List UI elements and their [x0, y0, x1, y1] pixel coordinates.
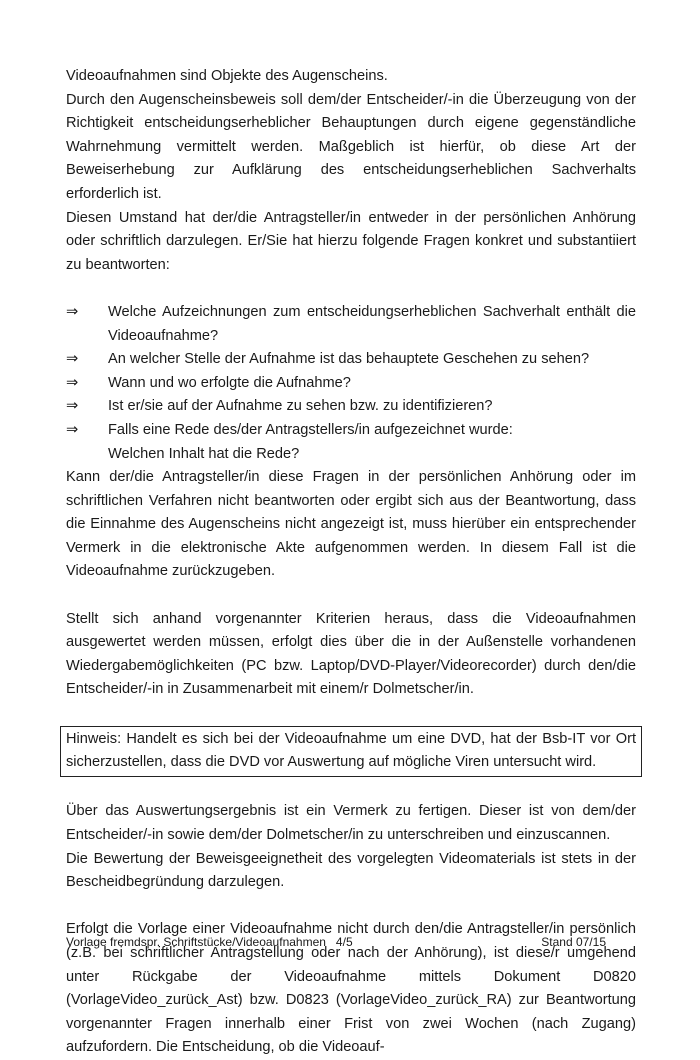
arrow-icon: ⇒: [66, 303, 79, 320]
arrow-icon: ⇒: [66, 398, 79, 415]
list-item: ⇒ An welcher Stelle der Aufnahme ist das behauptete Geschehen zu sehen?: [66, 348, 636, 372]
paragraph-line: Videoaufnahmen sind Objekte des Augenscheins.: [66, 68, 388, 84]
paragraph-submission: Erfolgt die Vorlage einer Videoaufnahme nicht durch den/die Antragsteller/in persönlich (z.B. bei schriftlicher Antragstellung oder nach der Anhörung), ist diese/r umgehend unter Rückgabe der Videoaufnahme mittels Dokument D0820 (VorlageVideo_zurück_Ast) bzw. D0823 (VorlageVideo_zurück_RA) zur Beantwortung vorgenannter Fragen innerhalb einer Frist von zwei Wochen (nach Zugang) aufzufordern. Die Entscheidung, ob die Videoauf-: [66, 921, 636, 1056]
paragraph-line: Die Bewertung der Beweisgeeignetheit des vorgelegten Videomaterials ist stets in der Bescheidbegründung darzulegen.: [66, 850, 636, 891]
paragraph-no-answer: Kann der/die Antragsteller/in diese Fragen in der persönlichen Anhörung oder im schriftlichen Verfahren nicht beantworten oder ergibt sich aus der Beantwortung, dass die Einnahme des Augenscheins nicht angezeigt ist, muss hierüber ein entsprechender Vermerk in die elektronische Akte aufgenommen werden. In diesem Fall ist die Videoaufnahme zurückzugeben.: [66, 469, 636, 580]
list-item: ⇒ Ist er/sie auf der Aufnahme zu sehen bzw. zu identifizieren?: [66, 395, 636, 419]
footer-version: Stand 07/15: [541, 935, 606, 949]
paragraph-evaluation: Stellt sich anhand vorgenannter Kriterien heraus, dass die Videoaufnahmen ausgewertet werden müssen, erfolgt dies über die in der Außenstelle vorhandenen Wiedergabemöglichkeiten (PC bzw. Laptop/DVD-Player/Videorecorder) durch den/die Entscheider/-in in Zusammenarbeit mit einem/r Dolmetscher/in.: [66, 610, 636, 698]
document-body: [66, 65, 636, 1060]
hint-box: Hinweis: Handelt es sich bei der Videoaufnahme um eine DVD, hat der Bsb-IT vor Ort sicherzustellen, dass die DVD vor Auswertung auf mögliche Viren untersucht wird.: [60, 726, 642, 777]
arrow-icon: ⇒: [66, 421, 79, 438]
footer-document-title: Vorlage fremdspr. Schriftstücke/Videoaufnahmen 4/5: [66, 935, 353, 949]
paragraph-line: Diesen Umstand hat der/die Antragsteller/in entweder in der persönlichen Anhörung oder schriftlich darzulegen. Er/Sie hat hierzu folgende Fragen konkret und substantiiert zu beantworten:: [66, 209, 636, 273]
arrow-icon: ⇒: [66, 374, 79, 391]
paragraph-line: Durch den Augenscheinsbeweis soll dem/der Entscheider/-in die Überzeugung von der Richtigkeit entscheidungserheblicher Behauptungen durch eigene gegenständliche Wahrnehmung vermittelt werden. Maßgeblich ist hierfür, ob diese Art der Beweiserhebung zur Aufklärung des entscheidungserheblichen Sachverhalts erforderlich ist.: [66, 91, 636, 202]
list-item: ⇒ Falls eine Rede des/der Antragstellers/in aufgezeichnet wurde: Welchen Inhalt hat die Rede?: [66, 419, 636, 466]
list-item: ⇒ Wann und wo erfolgte die Aufnahme?: [66, 372, 636, 396]
list-item: ⇒ Welche Aufzeichnungen zum entscheidungserheblichen Sachverhalt enthält die Videoaufnahme?: [66, 301, 636, 348]
paragraph-intro: [66, 65, 636, 277]
paragraph-line: Über das Auswertungsergebnis ist ein Vermerk zu fertigen. Dieser ist von dem/der Entscheider/-in sowie dem/der Dolmetscher/in zu unterschreiben und einzuscannen.: [66, 803, 636, 843]
question-list: [66, 301, 636, 466]
paragraph-result: [66, 800, 636, 894]
arrow-icon: ⇒: [66, 351, 79, 368]
